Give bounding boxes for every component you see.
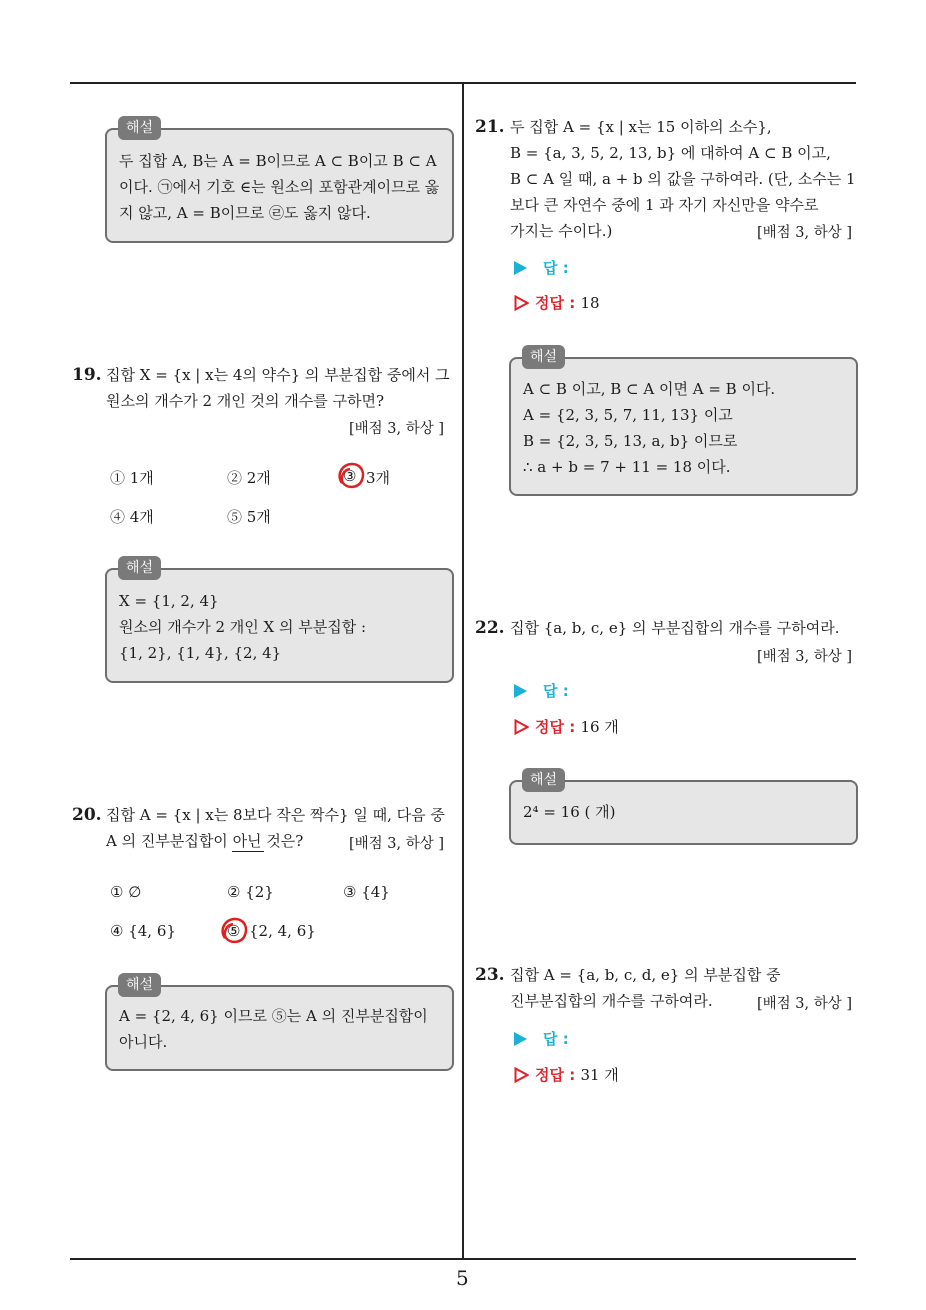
points-label: [배점 3, 하상 ] (757, 649, 853, 665)
option-5-text: {2, 4, 6} (249, 922, 316, 940)
column-divider (462, 84, 464, 1258)
question-text: 원소의 개수가 2 개인 것의 개수를 구하면? (106, 392, 385, 410)
outline-triangle-icon (514, 1067, 529, 1083)
solution-line: A = {2, 4, 6} 이므로 ⑤는 A 의 진부분집합이 (119, 1007, 428, 1025)
solution-line: B = {2, 3, 5, 13, a, b} 이므로 (523, 432, 738, 450)
answer-row[interactable] (514, 1028, 569, 1049)
option-1[interactable]: ① ∅ (110, 883, 142, 901)
question-text: B = {a, 3, 5, 2, 13, b} 에 대하여 A ⊂ B 이고, (510, 144, 831, 162)
solution-tag: 해설 (118, 973, 161, 997)
points-label: [배점 3, 하상 ] (349, 836, 445, 852)
question-text: 두 집합 A = {x | x는 15 이하의 소수}, (510, 118, 772, 136)
option-2[interactable]: ② 2개 (227, 469, 271, 487)
points-label: [배점 3, 하상 ] (757, 225, 853, 241)
correct-value: 16 개 (580, 718, 619, 736)
correct-label: 정답 : (535, 718, 576, 736)
solution-tag: 해설 (118, 556, 161, 580)
solution-box-19 (105, 568, 454, 683)
solution-tag: 해설 (118, 116, 161, 140)
correct-value: 31 개 (580, 1066, 619, 1084)
correct-answer-row (514, 292, 600, 313)
answer-label: 답 : (543, 682, 569, 700)
play-triangle-icon (514, 261, 527, 275)
solution-line: A = {2, 3, 5, 7, 11, 13} 이고 (523, 406, 733, 424)
points-label: [배점 3, 하상 ] (349, 421, 445, 437)
option-2[interactable]: ② {2} (227, 883, 274, 901)
question-text: 집합 A = {x | x는 8보다 작은 짝수} 일 때, 다음 중 (106, 806, 445, 824)
answer-circle-mark-icon (336, 461, 366, 491)
outline-triangle-icon (514, 295, 529, 311)
page-number: 5 (456, 1266, 469, 1290)
correct-answer-row (514, 1064, 619, 1085)
solution-line: 아니다. (119, 1033, 168, 1051)
question-number-22: 22. (475, 618, 505, 638)
play-triangle-icon (514, 684, 527, 698)
solution-line: X = {1, 2, 4} (119, 592, 219, 610)
option-3-text: 3개 (366, 469, 391, 487)
correct-value: 18 (580, 294, 600, 312)
option-3[interactable]: ③ {4} (343, 883, 390, 901)
solution-line: {1, 2}, {1, 4}, {2, 4} (119, 644, 282, 662)
question-text: A 의 진부분집합이 아닌 것은? (106, 832, 304, 850)
option-3[interactable]: ③ (343, 467, 357, 485)
question-number-23: 23. (475, 965, 505, 985)
option-5[interactable]: ⑤ (227, 922, 241, 940)
solution-line: 이다. ㉠에서 기호 ∈는 원소의 포함관계이므로 옳 (119, 178, 440, 196)
option-1[interactable]: ① 1개 (110, 469, 154, 487)
solution-tag: 해설 (522, 768, 565, 792)
option-4[interactable]: ④ 4개 (110, 508, 154, 526)
correct-label: 정답 : (535, 294, 576, 312)
question-text: 진부분집합의 개수를 구하여라. (510, 992, 713, 1010)
question-text: B ⊂ A 일 때, a + b 의 값을 구하여라. (단, 소수는 1 (510, 170, 856, 188)
correct-label: 정답 : (535, 1066, 576, 1084)
correct-answer-row (514, 716, 619, 737)
points-label: [배점 3, 하상 ] (757, 996, 853, 1012)
question-text: 보다 큰 자연수 중에 1 과 자기 자신만을 약수로 (510, 196, 819, 214)
answer-row[interactable] (514, 257, 569, 278)
question-text: 집합 {a, b, c, e} 의 부분집합의 개수를 구하여라. (510, 619, 840, 637)
answer-label: 답 : (543, 259, 569, 277)
solution-tag: 해설 (522, 345, 565, 369)
answer-label: 답 : (543, 1030, 569, 1048)
solution-box-20 (105, 985, 454, 1071)
question-number-19: 19. (72, 365, 102, 385)
solution-line: 두 집합 A, B는 A = B이므로 A ⊂ B이고 B ⊂ A (119, 152, 437, 170)
solution-box-top (105, 128, 454, 243)
solution-line: ∴ a + b = 7 + 11 = 18 이다. (523, 458, 731, 476)
solution-line: 원소의 개수가 2 개인 X 의 부분집합 : (119, 618, 367, 636)
question-number-21: 21. (475, 117, 505, 137)
question-text: 가지는 수이다.) (510, 222, 613, 240)
solution-line: 2⁴ = 16 ( 개) (523, 803, 616, 821)
solution-line: A ⊂ B 이고, B ⊂ A 이면 A = B 이다. (523, 380, 776, 398)
play-triangle-icon (514, 1032, 527, 1046)
solution-line: 지 않고, A = B이므로 ㉣도 옳지 않다. (119, 204, 371, 222)
question-text: 집합 A = {a, b, c, d, e} 의 부분집합 중 (510, 966, 781, 984)
question-text: 집합 X = {x | x는 4의 약수} 의 부분집합 중에서 그 (106, 366, 450, 384)
underline-mark (232, 851, 264, 852)
option-4[interactable]: ④ {4, 6} (110, 922, 176, 940)
option-5[interactable]: ⑤ 5개 (227, 508, 271, 526)
outline-triangle-icon (514, 719, 529, 735)
answer-circle-mark-icon (219, 916, 249, 946)
bottom-rule (70, 1258, 856, 1260)
solution-box-21 (509, 357, 858, 496)
question-number-20: 20. (72, 805, 102, 825)
answer-row[interactable] (514, 680, 569, 701)
